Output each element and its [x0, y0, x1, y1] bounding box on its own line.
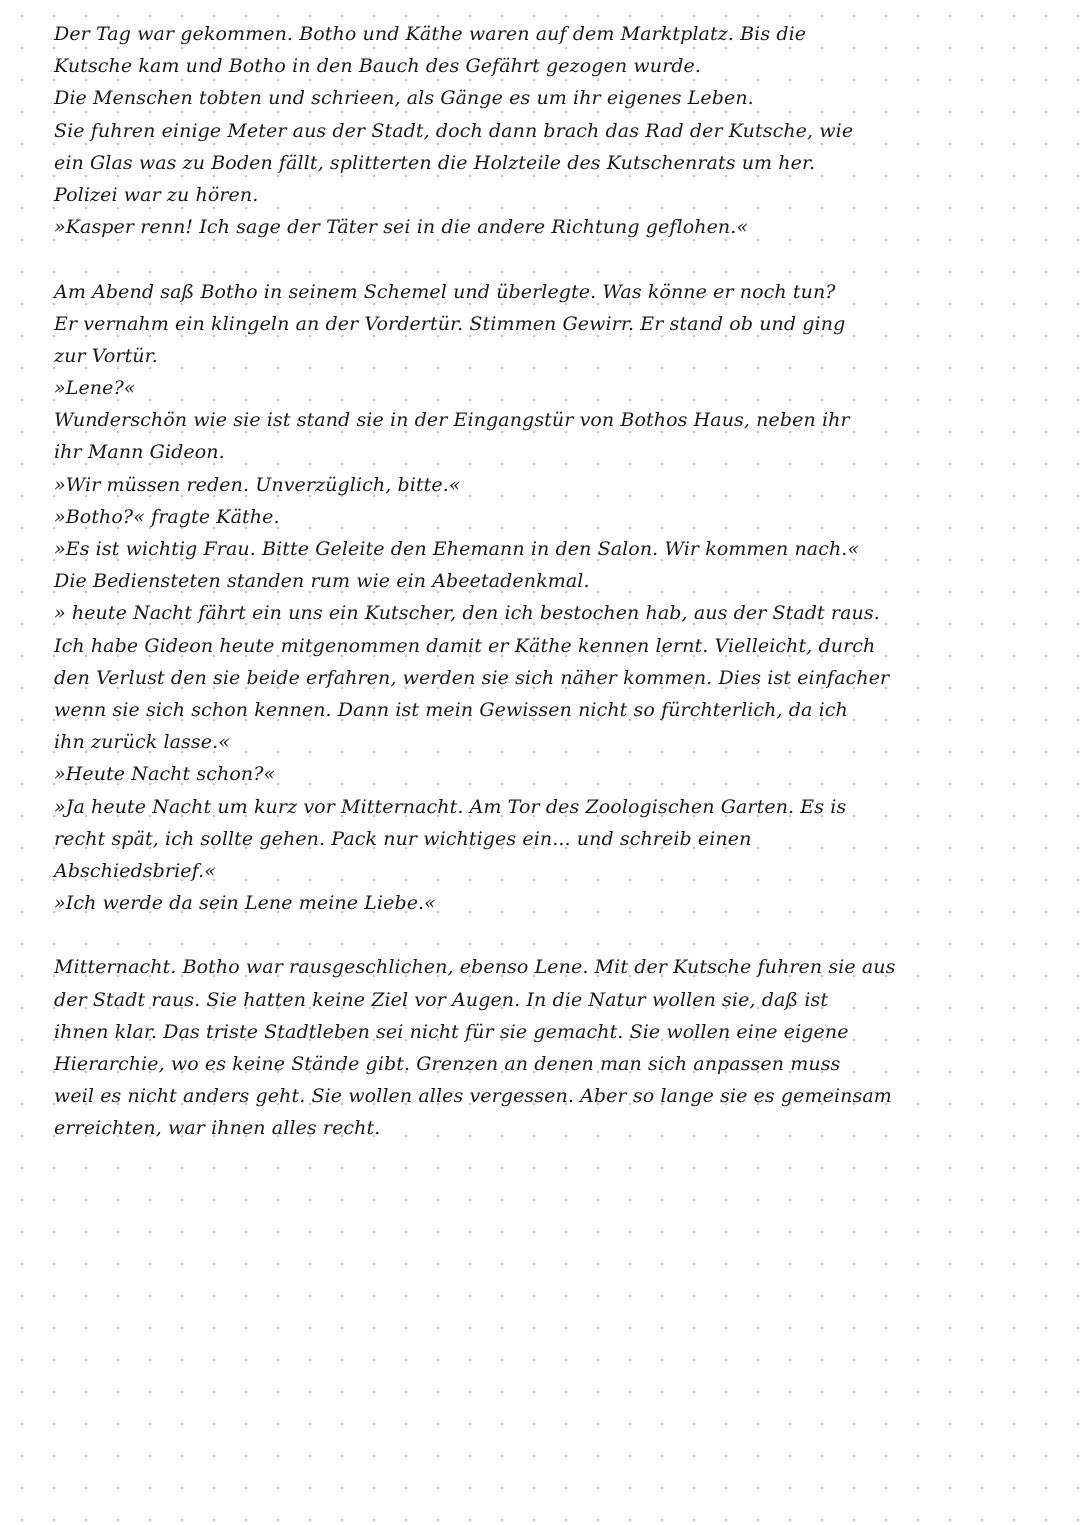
text-line: ihn zurück lasse.« — [54, 731, 230, 754]
text-line: »Wir müssen reden. Unverzüglich, bitte.« — [54, 473, 461, 496]
text-line: »Kasper renn! Ich sage der Täter sei in die andere Richtung geflohen.« — [54, 216, 749, 239]
text-line: ein Glas was zu Boden fällt, splitterten die Holzteile des Kutschenrats um her. — [54, 151, 816, 174]
text-line: Er vernahm ein klingeln an der Vordertür. Stimmen Gewirr. Er stand ob und ging — [54, 312, 846, 335]
text-line: zur Vortür. — [54, 344, 158, 367]
text-line: recht spät, ich sollte gehen. Pack nur wichtiges ein... und schreib einen — [54, 827, 752, 850]
text-line: den Verlust den sie beide erfahren, werden sie sich näher kommen. Dies ist einfacher — [54, 666, 890, 689]
text-line: Die Menschen tobten und schrieen, als Gänge es um ihr eigenes Leben. — [54, 87, 754, 110]
text-line: Der Tag war gekommen. Botho und Käthe waren auf dem Marktplatz. Bis die — [54, 23, 807, 45]
text-line: »Ja heute Nacht um kurz vor Mitternacht. Am Tor des Zoologischen Garten. Es is — [54, 795, 847, 818]
blank-line — [54, 243, 1014, 275]
text-line: Kutsche kam und Botho in den Bauch des Gefährt gezogen wurde. — [54, 55, 702, 78]
text-line: Am Abend saß Botho in seinem Schemel und überlegte. Was könne er noch tun? — [54, 280, 836, 303]
text-line: » heute Nacht fährt ein uns ein Kutscher, den ich bestochen hab, aus der Stadt raus. — [54, 602, 880, 625]
text-line: Ich habe Gideon heute mitgenommen damit er Käthe kennen lernt. Vielleicht, durch — [54, 634, 876, 657]
text-line: Sie fuhren einige Meter aus der Stadt, doch dann brach das Rad der Kutsche, wie — [54, 119, 854, 142]
text-line: »Lene?« — [54, 377, 136, 400]
text-line: Wunderschön wie sie ist stand sie in der Eingangstür von Bothos Haus, neben ihr — [54, 409, 850, 432]
text-line: ihr Mann Gideon. — [54, 441, 225, 464]
handwritten-story-text — [54, 18, 1014, 1145]
text-line: der Stadt raus. Sie hatten keine Ziel vor Augen. In die Natur wollen sie, daß ist — [54, 988, 829, 1011]
text-line: »Heute Nacht schon?« — [54, 763, 276, 786]
text-line: »Ich werde da sein Lene meine Liebe.« — [54, 892, 436, 915]
text-line: Mitternacht. Botho war rausgeschlichen, ebenso Lene. Mit der Kutsche fuhren sie aus — [54, 956, 896, 979]
text-line: erreichten, war ihnen alles recht. — [54, 1117, 381, 1140]
text-line: ihnen klar. Das triste Stadtleben sei nicht für sie gemacht. Sie wollen eine eigene — [54, 1020, 849, 1043]
text-line: »Es ist wichtig Frau. Bitte Geleite den Ehemann in den Salon. Wir kommen nach.« — [54, 538, 860, 560]
text-line: »Botho?« fragte Käthe. — [54, 505, 280, 528]
text-line: wenn sie sich schon kennen. Dann ist mein Gewissen nicht so fürchterlich, da ich — [54, 698, 848, 721]
text-line: weil es nicht anders geht. Sie wollen alles vergessen. Aber so lange sie es gemeinsam — [54, 1085, 892, 1108]
text-line: Abschiedsbrief.« — [54, 859, 216, 882]
text-line: Die Bediensteten standen rum wie ein Abeetadenkmal. — [54, 570, 590, 593]
blank-line — [54, 919, 1014, 951]
text-line: Hierarchie, wo es keine Stände gibt. Grenzen an denen man sich anpassen muss — [54, 1053, 841, 1075]
text-line: Polizei war zu hören. — [54, 183, 259, 206]
